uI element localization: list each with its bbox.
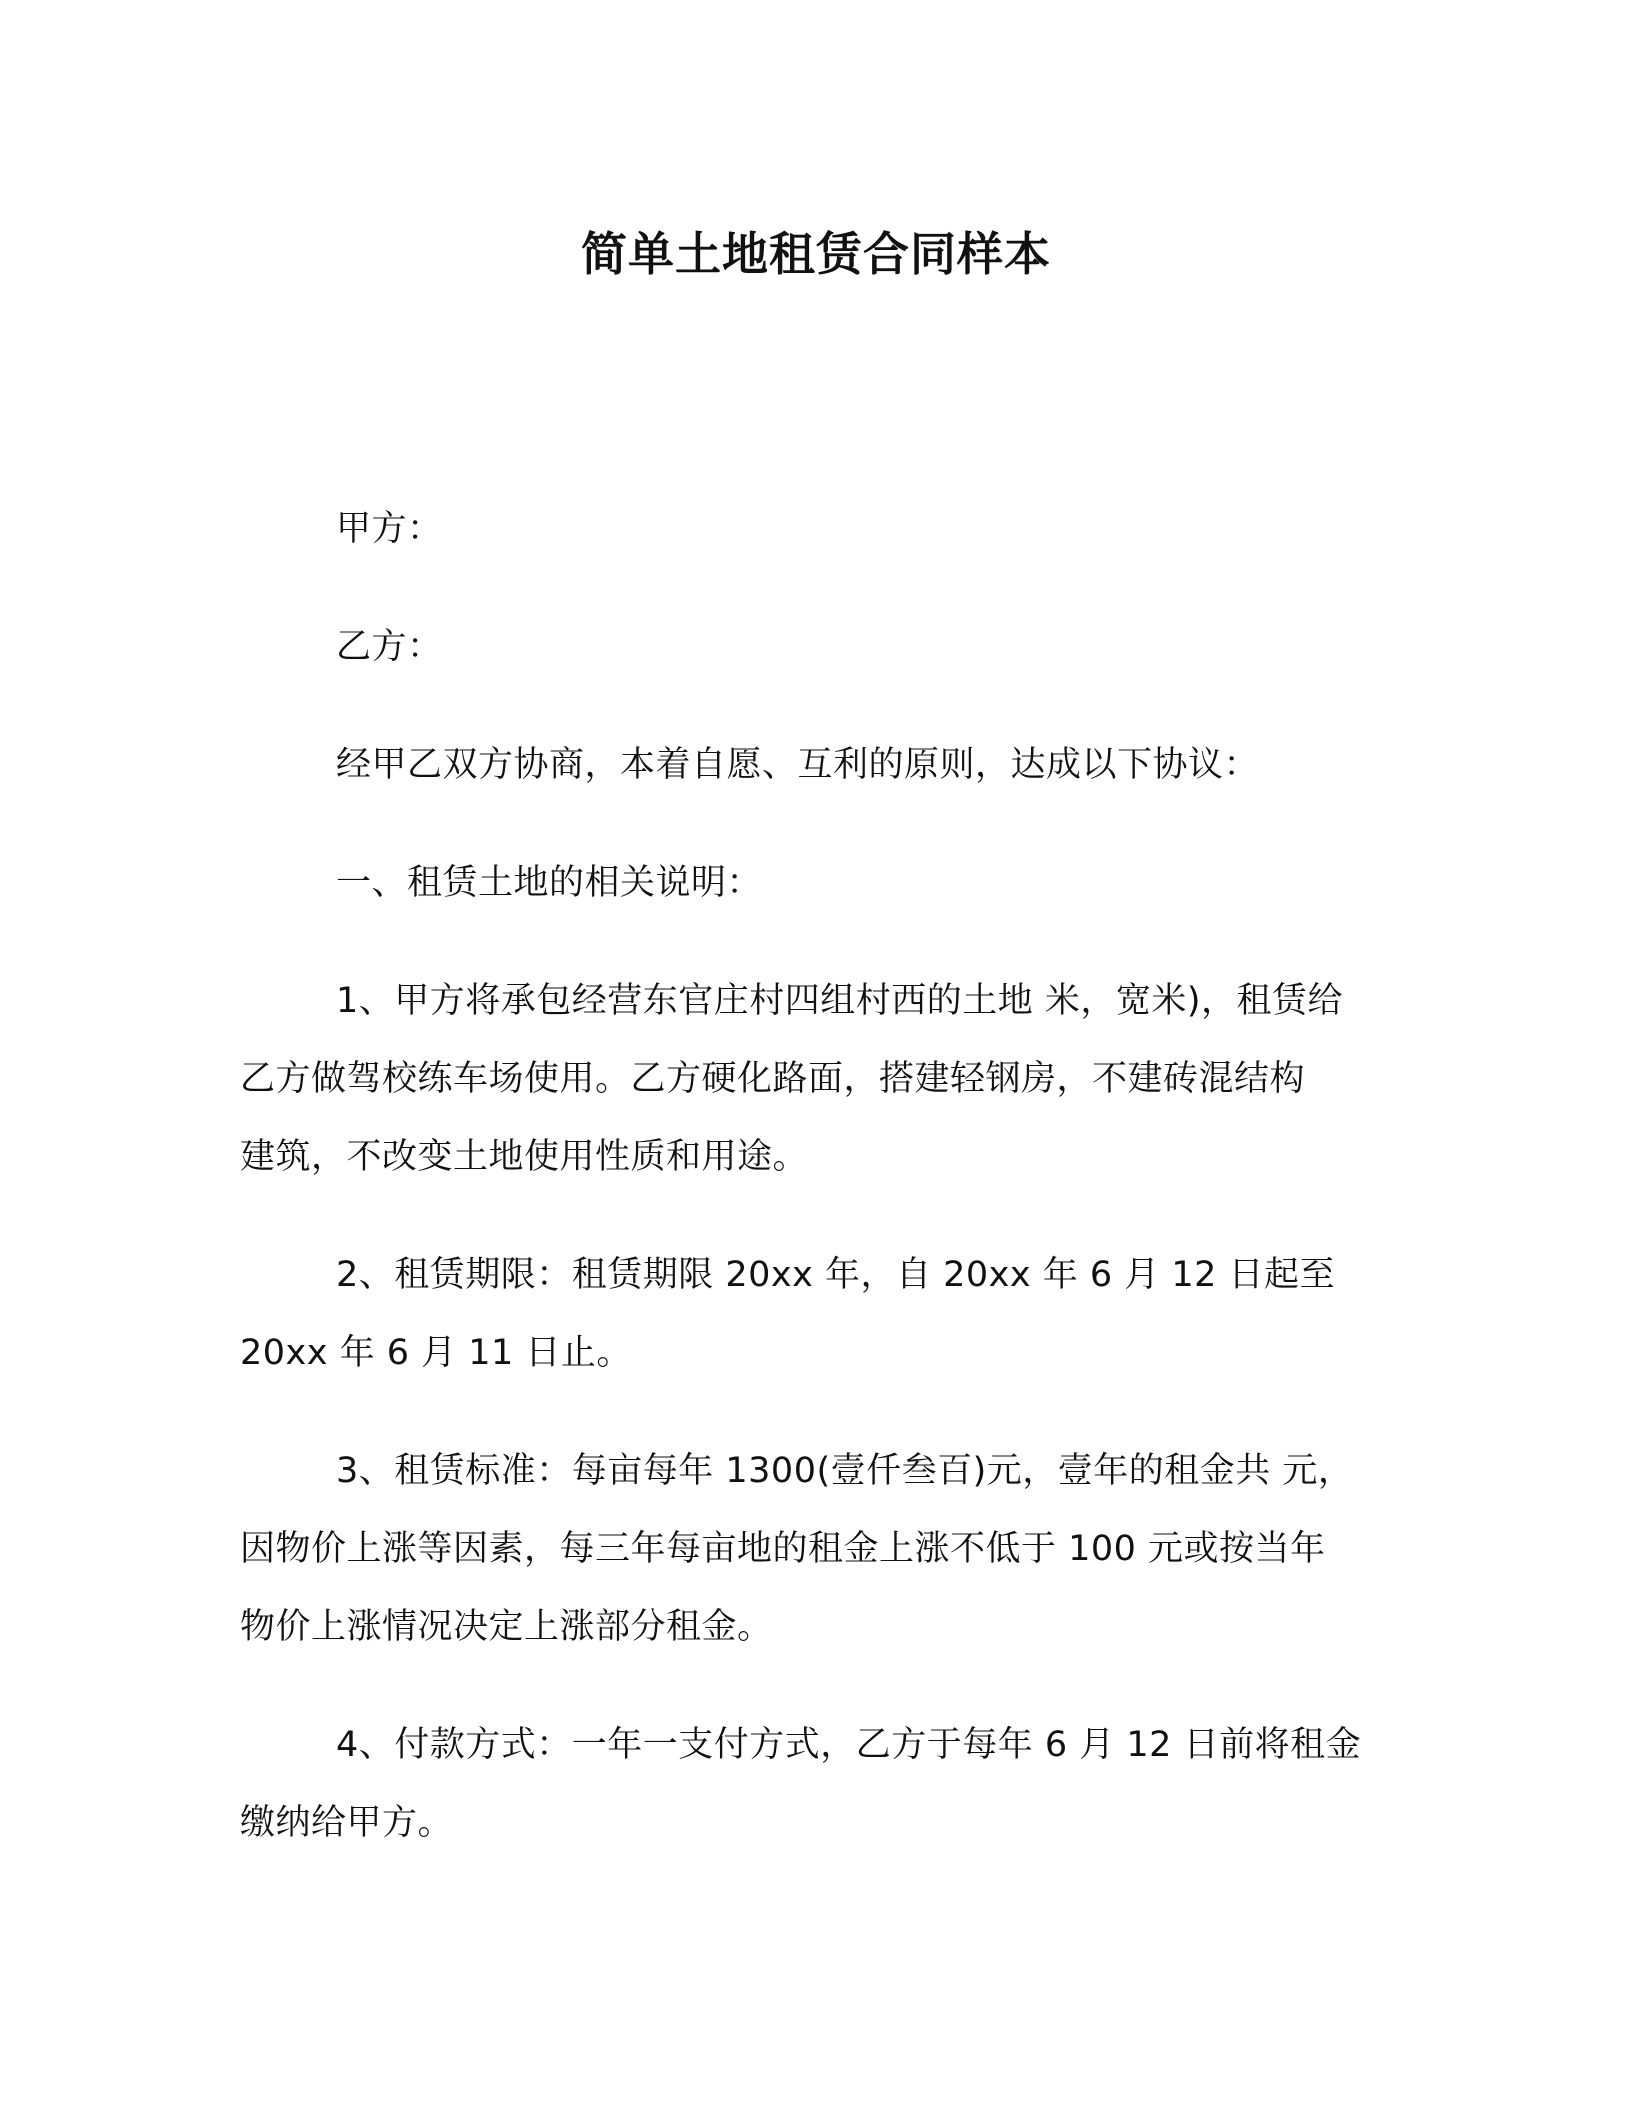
clause-2 <box>240 1236 1420 1392</box>
intro-paragraph: 经甲乙双方协商，本着自愿、互利的原则，达成以下协议： <box>336 745 1260 785</box>
clause-1-line: 建筑，不改变土地使用性质和用途。 <box>240 1137 809 1177</box>
clause-3 <box>240 1432 1420 1666</box>
clause-4 <box>240 1706 1420 1862</box>
clause-4-line: 缴纳给甲方。 <box>240 1803 454 1843</box>
clause-3-line: 物价上涨情况决定上涨部分租金。 <box>240 1607 773 1647</box>
party-a-label: 甲方： <box>336 509 443 549</box>
clause-2-line: 20xx 年 6 月 11 日止。 <box>240 1333 632 1373</box>
clause-1 <box>240 962 1420 1196</box>
section-heading-1: 一、租赁土地的相关说明： <box>336 863 763 903</box>
clause-1-line: 乙方做驾校练车场使用。乙方硬化路面，搭建轻钢房，不建砖混结构 <box>240 1059 1306 1099</box>
document-title: 简单土地租赁合同样本 <box>581 227 1051 281</box>
clause-3-line: 3、租赁标准：每亩每年 1300(壹仟叁百)元，壹年的租金共 元， <box>336 1451 1354 1491</box>
clause-2-line: 2、租赁期限：租赁期限 20xx 年，自 20xx 年 6 月 12 日起至 <box>336 1255 1336 1295</box>
party-b-label: 乙方： <box>336 627 443 667</box>
clause-4-line: 4、付款方式：一年一支付方式，乙方于每年 6 月 12 日前将租金 <box>336 1725 1362 1765</box>
clause-1-line: 1、甲方将承包经营东官庄村四组村西的土地 米，宽米)，租赁给 <box>336 981 1344 1021</box>
clause-3-line: 因物价上涨等因素，每三年每亩地的租金上涨不低于 100 元或按当年 <box>240 1529 1326 1569</box>
document-body <box>240 490 1420 1862</box>
